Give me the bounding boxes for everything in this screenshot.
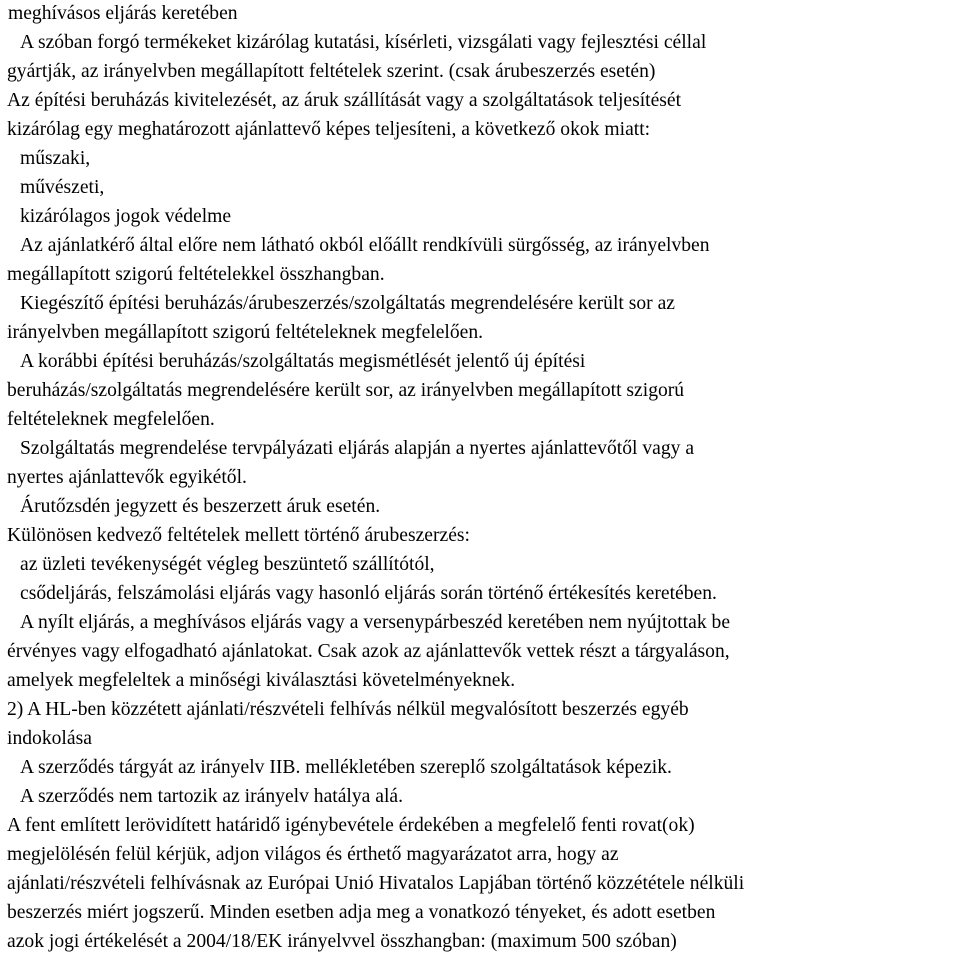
text-line: irányelvben megállapított szigorú feltételeknek megfelelően. [7,322,484,343]
text-line: Különösen kedvező feltételek mellett történő árubeszerzés: [7,525,470,546]
text-line: A korábbi építési beruházás/szolgáltatás megismétlését jelentő új építési [20,351,586,372]
text-line: kizárólag egy meghatározott ajánlattevő képes teljesíteni, a következő okok miatt: [7,119,651,140]
text-line: Kiegészítő építési beruházás/árubeszerzés/szolgáltatás megrendelésére került sor az [20,293,675,314]
text-line: Az építési beruházás kivitelezését, az áruk szállítását vagy a szolgáltatások teljesítését [7,90,682,111]
text-line: kizárólagos jogok védelme [20,206,232,227]
text-line: A fent említett lerövidített határidő igénybevétele érdekében a megfelelő fenti rovat(ok) [7,815,695,836]
text-line: művészeti, [20,177,105,198]
text-line: Árutőzsdén jegyzett és beszerzett áruk esetén. [20,496,381,517]
text-line: megállapított szigorú feltételekkel összhangban. [7,264,385,285]
text-line: A szerződés nem tartozik az irányelv hatálya alá. [20,786,403,807]
text-line: műszaki, [20,148,91,169]
text-line: azok jogi értékelését a 2004/18/EK irányelvvel összhangban: (maximum 500 szóban) [7,931,677,952]
text-line: Az ajánlatkérő által előre nem látható okból előállt rendkívüli sürgősség, az irányelvben [20,235,710,256]
text-line: csődeljárás, felszámolási eljárás vagy hasonló eljárás során történő értékesítés keretében. [20,583,717,604]
text-line: az üzleti tevékenységét végleg beszüntető szállítótól, [20,554,435,575]
text-line: feltételeknek megfelelően. [7,409,215,430]
text-line: ajánlati/részvételi felhívásnak az Európai Unió Hivatalos Lapjában történő közzététele nélküli [7,873,745,894]
text-line: A szerződés tárgyát az irányelv IIB. mellékletében szereplő szolgáltatások képezik. [20,757,672,778]
text-line: gyártják, az irányelvben megállapított feltételek szerint. (csak árubeszerzés esetén) [7,61,656,82]
text-line: érvényes vagy elfogadható ajánlatokat. Csak azok az ajánlattevők vettek részt a tárgyaláson, [7,641,730,662]
text-line: beszerzés miért jogszerű. Minden esetben adja meg a vonatkozó tényeket, és adott esetben [7,902,716,923]
text-line: nyertes ajánlattevők egyikétől. [7,467,247,488]
text-line: 2) A HL-ben közzétett ajánlati/részvételi felhívás nélkül megvalósított beszerzés egyéb [7,699,689,720]
text-line: A nyílt eljárás, a meghívásos eljárás vagy a versenypárbeszéd keretében nem nyújtottak be [20,612,731,633]
text-line: megjelölésén felül kérjük, adjon világos és érthető magyarázatot arra, hogy az [7,844,619,865]
text-line: Szolgáltatás megrendelése tervpályázati eljárás alapján a nyertes ajánlattevőtől vagy a [20,438,695,459]
text-line: beruházás/szolgáltatás megrendelésére került sor, az irányelvben megállapított szigorú [7,380,685,401]
text-line: A szóban forgó termékeket kizárólag kutatási, kísérleti, vizsgálati vagy fejlesztési céllal [20,32,707,53]
text-line: meghívásos eljárás keretében [8,3,238,24]
text-line: amelyek megfeleltek a minőségi kiválasztási követelményeknek. [7,670,516,691]
text-line: indokolása [7,728,92,749]
